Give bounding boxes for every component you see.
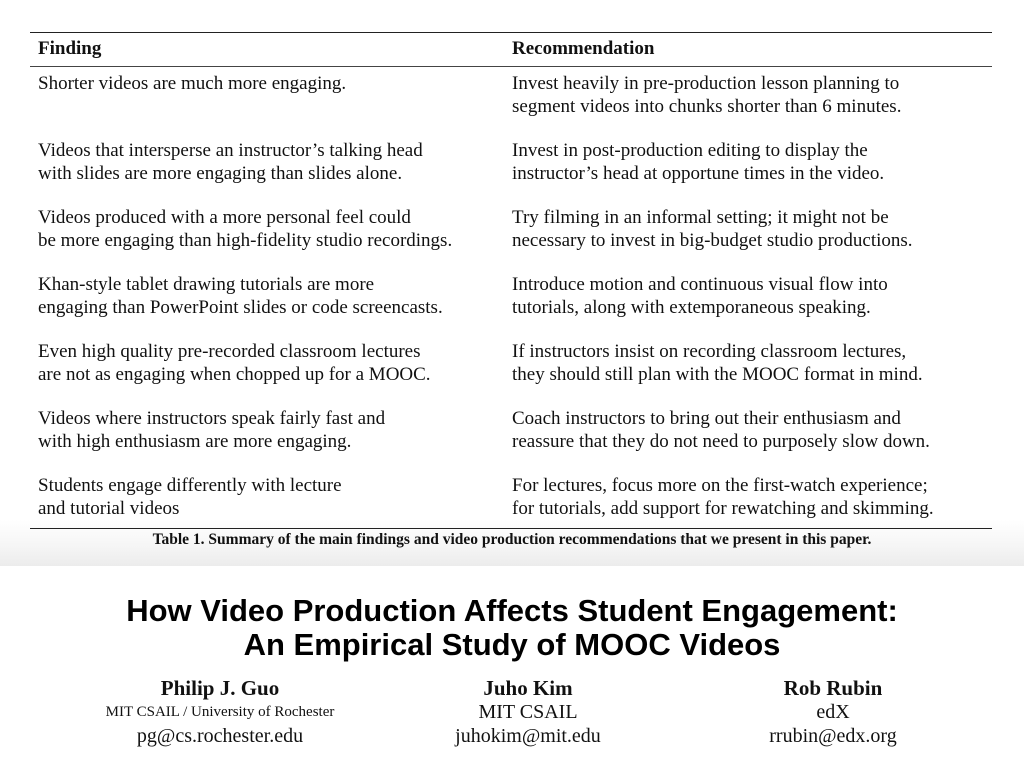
recommendation-cell — [508, 474, 992, 529]
table-row — [30, 407, 992, 474]
finding-cell — [30, 474, 508, 529]
cell-line: are not as engaging when chopped up for a MOOC. — [38, 363, 431, 385]
cell-line: Videos produced with a more personal feel could — [38, 206, 411, 228]
cell-line: Even high quality pre-recorded classroom lectures — [38, 340, 421, 362]
cell-line: with high enthusiasm are more engaging. — [38, 430, 352, 452]
table-row — [30, 67, 992, 139]
finding-cell — [30, 206, 508, 273]
cell-line: for tutorials, add support for rewatching and skimming. — [512, 497, 934, 519]
cell-line: and tutorial videos — [38, 497, 180, 519]
header-finding: Finding — [30, 33, 508, 67]
recommendation-cell — [508, 340, 992, 407]
author-name: Rob Rubin — [783, 676, 883, 700]
cell-line: reassure that they do not need to purposely slow down. — [512, 430, 930, 452]
cell-line: Coach instructors to bring out their enthusiasm and — [512, 407, 901, 429]
cell-line: Students engage differently with lecture — [38, 474, 342, 496]
recommendation-cell — [508, 139, 992, 206]
paper-title — [0, 594, 1024, 662]
finding-cell — [30, 340, 508, 407]
cell-line: tutorials, along with extemporaneous speaking. — [512, 296, 871, 318]
finding-cell — [30, 139, 508, 206]
cell-line: Try filming in an informal setting; it might not be — [512, 206, 889, 228]
author-name: Philip J. Guo — [160, 676, 280, 700]
cell-line: Shorter videos are much more engaging. — [38, 73, 347, 94]
table-row — [30, 139, 992, 206]
table-caption: Table 1. Summary of the main findings and video production recommendations that we present in this paper. — [152, 531, 872, 548]
cell-line: necessary to invest in big-budget studio productions. — [512, 229, 913, 251]
findings-table-container — [30, 32, 992, 529]
cell-line: Videos where instructors speak fairly fast and — [38, 407, 386, 429]
recommendation-cell — [508, 273, 992, 340]
cell-line: with slides are more engaging than slides alone. — [38, 162, 403, 184]
author-email: juhokim@mit.edu — [455, 725, 601, 747]
cell-line: If instructors insist on recording classroom lectures, — [512, 340, 907, 362]
author-affiliation: MIT CSAIL / University of Rochester — [105, 704, 335, 720]
cell-line: Khan-style tablet drawing tutorials are more — [38, 273, 375, 295]
table-row — [30, 273, 992, 340]
finding-cell — [30, 273, 508, 340]
author-email: pg@cs.rochester.edu — [136, 725, 304, 747]
author-email: rrubin@edx.org — [769, 725, 897, 747]
author-block — [408, 676, 648, 748]
cell-line: segment videos into chunks shorter than 6 minutes. — [512, 96, 902, 117]
findings-table — [30, 32, 992, 529]
finding-cell — [30, 407, 508, 474]
cell-line: instructor’s head at opportune times in the video. — [512, 162, 885, 184]
recommendation-cell — [508, 407, 992, 474]
cell-line: Invest heavily in pre-production lesson planning to — [512, 73, 900, 94]
recommendation-cell — [508, 67, 992, 139]
finding-cell — [30, 67, 508, 139]
header-recommendation: Recommendation — [508, 33, 992, 67]
author-affiliation: edX — [816, 701, 850, 723]
cell-line: Invest in post-production editing to display the — [512, 139, 868, 161]
cell-line: they should still plan with the MOOC format in mind. — [512, 363, 923, 385]
table-row — [30, 474, 992, 529]
cell-line: engaging than PowerPoint slides or code screencasts. — [38, 296, 443, 318]
author-affiliation: MIT CSAIL — [478, 701, 578, 723]
author-block — [60, 676, 380, 748]
cell-line: be more engaging than high-fidelity studio recordings. — [38, 229, 453, 251]
author-name: Juho Kim — [483, 676, 573, 700]
author-block — [713, 676, 953, 748]
paper-title-line: An Empirical Study of MOOC Videos — [243, 627, 781, 662]
table-row — [30, 340, 992, 407]
cell-line: For lectures, focus more on the first-watch experience; — [512, 474, 928, 496]
recommendation-cell — [508, 206, 992, 273]
cell-line: Videos that intersperse an instructor’s talking head — [38, 139, 423, 161]
table-row — [30, 206, 992, 273]
table-header-row — [30, 33, 992, 67]
cell-line: Introduce motion and continuous visual flow into — [512, 273, 888, 295]
paper-title-line: How Video Production Affects Student Engagement: — [126, 593, 898, 628]
